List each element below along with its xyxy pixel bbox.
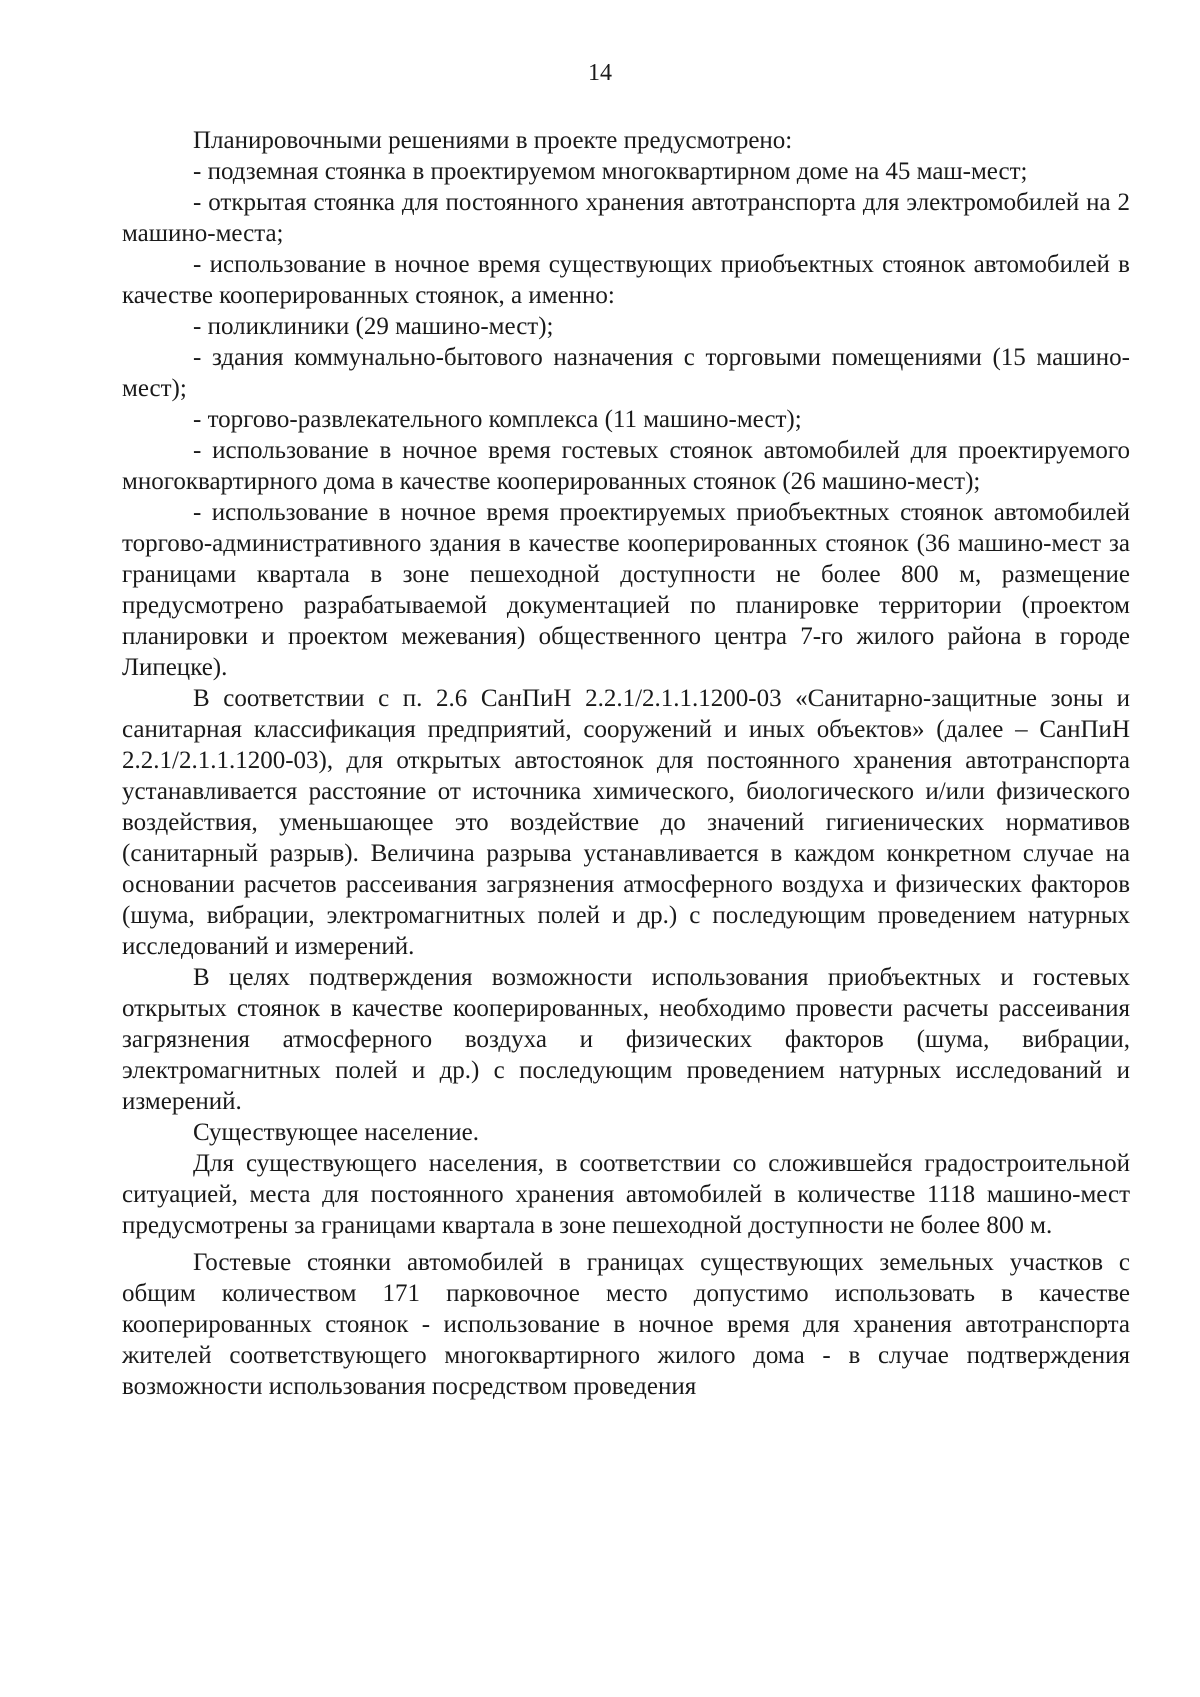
paragraph-planning-intro: Планировочными решениями в проекте предусмотрено: <box>193 127 793 154</box>
paragraph-clinic: - поликлиники (29 машино-мест); <box>193 313 554 340</box>
paragraph-underground-parking: - подземная стоянка в проектируемом многоквартирном доме на 45 маш-мест; <box>193 158 1028 185</box>
paragraph-ev-parking: - открытая стоянка для постоянного хранения автотранспорта для электромобилей на 2 машино-места; <box>122 189 1130 247</box>
paragraph-sanpin: В соответствии с п. 2.6 СанПиН 2.2.1/2.1.1.1200-03 «Санитарно-защитные зоны и санитарная классификация предприятий, сооружений и иных объектов» (далее – СанПиН 2.2.1/2.1.1.1200-03), для открытых автостоянок для постоянного хранения автотранспорта устанавливается расстояние от источника химического, биологического и/или физического воздействия, уменьшающее это воздействие до значений гигиенических нормативов (санитарный разрыв). Величина разрыва устанавливается в каждом конкретном случае на основании расчетов рассеивания загрязнения атмосферного воздуха и физических факторов (шума, вибрации, электромагнитных полей и др.) с последующим проведением натурных исследований и измерений. <box>122 685 1130 960</box>
paragraph-communal-building: - здания коммунально-бытового назначения с торговыми помещениями (15 машино-мест); <box>122 344 1130 402</box>
page-number: 14 <box>588 60 612 86</box>
document-body <box>122 125 1130 1402</box>
paragraph-night-existing-parking: - использование в ночное время существующих приобъектных стоянок автомобилей в качестве кооперированных стоянок, а именно: <box>122 251 1130 309</box>
paragraph-guest-parking-existing: Гостевые стоянки автомобилей в границах существующих земельных участков с общим количеством 171 парковочное место допустимо использовать в качестве кооперированных стоянок - использование в ночное время для хранения автотранспорта жителей соответствующего многоквартирного жилого дома - в случае подтверждения возможности использования посредством проведения <box>122 1249 1130 1400</box>
paragraph-guest-parking: - использование в ночное время гостевых стоянок автомобилей для проектируемого многоквартирного дома в качестве кооперированных стоянок (26 машино-мест); <box>122 437 1130 495</box>
paragraph-administrative-parking: - использование в ночное время проектируемых приобъектных стоянок автомобилей торгово-административного здания в качестве кооперированных стоянок (36 машино-мест за границами квартала в зоне пешеходной доступности не более 800 м, размещение предусмотрено разрабатываемой документацией по планировке территории (проектом планировки и проектом межевания) общественного центра 7-го жилого района в городе Липецке). <box>122 499 1130 681</box>
paragraph-existing-population: Для существующего населения, в соответствии со сложившейся градостроительной ситуацией, места для постоянного хранения автомобилей в количестве 1118 машино-мест предусмотрены за границами квартала в зоне пешеходной доступности не более 800 м. <box>122 1150 1130 1239</box>
paragraph-entertainment-complex: - торгово-развлекательного комплекса (11 машино-мест); <box>193 406 802 433</box>
paragraph-existing-population-heading: Существующее население. <box>193 1119 480 1146</box>
paragraph-confirmation: В целях подтверждения возможности использования приобъектных и гостевых открытых стоянок в качестве кооперированных, необходимо провести расчеты рассеивания загрязнения атмосферного воздуха и физических факторов (шума, вибрации, электромагнитных полей и др.) с последующим проведением натурных исследований и измерений. <box>122 964 1130 1115</box>
